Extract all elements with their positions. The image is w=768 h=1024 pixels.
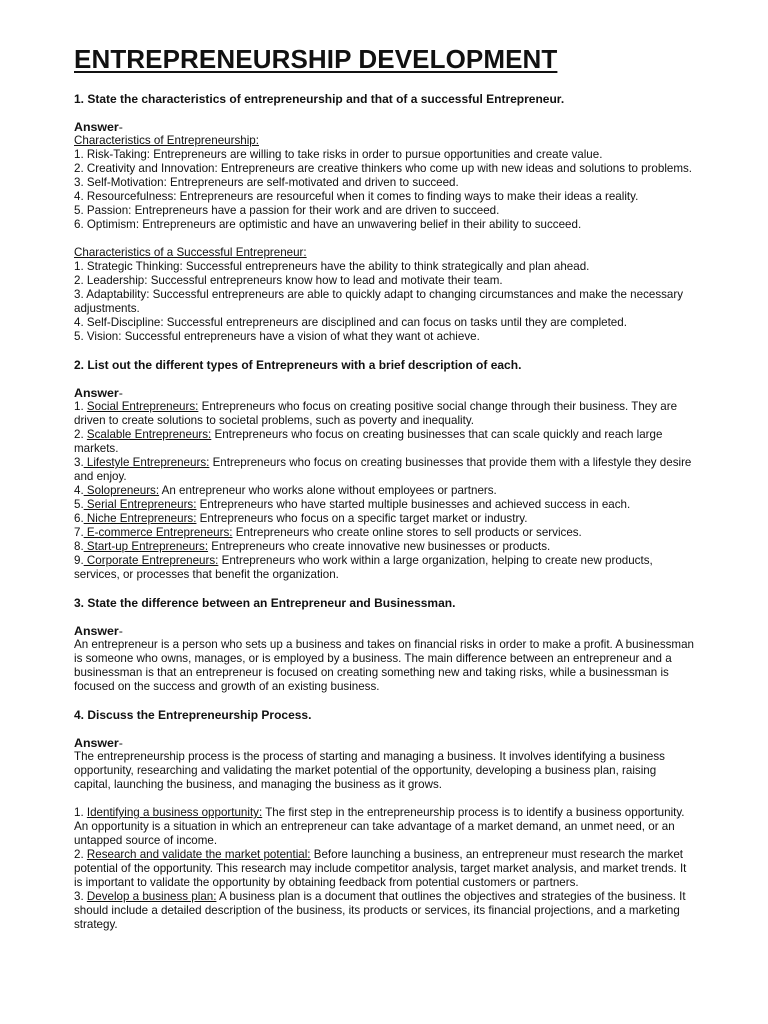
entrepreneur-type-item — [74, 400, 694, 428]
item-term: Solopreneurs: — [83, 484, 160, 497]
list-item: 2. Leadership: Successful entrepreneurs know how to lead and motivate their team. — [74, 274, 503, 287]
item-number: 5. — [74, 498, 84, 511]
document-page — [74, 44, 694, 932]
item-desc: Entrepreneurs who focus on creating businesses that can scale quickly and reach large markets. — [74, 428, 663, 455]
list-item: 3. Adaptability: Successful entrepreneurs are able to quickly adapt to changing circumstances and make the necessary adjustments. — [74, 288, 684, 315]
item-term: Serial Entrepreneurs: — [83, 498, 197, 511]
list-item: 5. Vision: Successful entrepreneurs have a vision of what they want ot achieve. — [74, 330, 480, 343]
item-number: 7. — [74, 526, 84, 539]
item-term: Social Entrepreneurs: — [86, 400, 199, 413]
item-desc: Entrepreneurs who work within a large organization, helping to create new products, services, or processes that benefit the organization. — [74, 554, 653, 581]
item-number: 9. — [74, 554, 84, 567]
section-heading-successful: Characteristics of a Successful Entrepreneur: — [74, 246, 307, 259]
answer-paragraph: An entrepreneur is a person who sets up a business and takes on financial risks in order to make a profit. A businessman is someone who owns, manages, or is employed by a business. The main difference between an entrepreneur and a businessman is that an entrepreneur is focused on creating something new and taking risks, while a businessman is focused on the success and growth of an existing business. — [74, 638, 694, 693]
item-term: Corporate Entrepreneurs: — [83, 554, 219, 567]
item-desc: Entrepreneurs who have started multiple businesses and achieved success in each. — [196, 498, 631, 511]
item-desc: Entrepreneurs who create innovative new businesses or products. — [208, 540, 551, 553]
item-desc: Entrepreneurs who focus on creating positive social change through their business. They are driven to create solutions to societal problems, such as poverty and inequality. — [74, 400, 678, 427]
question-3: 3. State the difference between an Entrepreneur and Businessman. — [74, 596, 456, 610]
entrepreneur-type-item — [74, 554, 694, 582]
step-desc: A business plan is a document that outlines the objectives and strategies of the business. It should include a detailed description of the business, its products or services, its financial projections, and a marketing strategy. — [74, 890, 686, 931]
item-desc: Entrepreneurs who create online stores to sell products or services. — [232, 526, 582, 539]
item-desc: Entrepreneurs who focus on creating businesses that provide them with a lifestyle they desire and enjoy. — [74, 456, 692, 483]
item-desc: Entrepreneurs who focus on a specific target market or industry. — [196, 512, 528, 525]
answer-label-3 — [74, 624, 694, 638]
item-term: E-commerce Entrepreneurs: — [83, 526, 233, 539]
process-step — [74, 848, 694, 890]
list-item: 5. Passion: Entrepreneurs have a passion for their work and are driven to succeed. — [74, 204, 500, 217]
step-desc: The first step in the entrepreneurship process is to identify a business opportunity. An opportunity is a situation in which an entrepreneur can take advantage of a market demand, an unmet need, or an untapped source of income. — [74, 806, 685, 847]
entrepreneur-type-item — [74, 456, 694, 484]
list-item: 2. Creativity and Innovation: Entrepreneurs are creative thinkers who come up with new ideas and solutions to problems. — [74, 162, 693, 175]
list-item: 1. Strategic Thinking: Successful entrepreneurs have the ability to think strategically and plan ahead. — [74, 260, 590, 273]
item-number: 3. — [74, 456, 84, 469]
answer-dash: - — [118, 736, 123, 750]
answer-paragraph: The entrepreneurship process is the process of starting and managing a business. It involves identifying a business opportunity, researching and validating the market potential of the opportunity, developing a business plan, raising capital, launching the business, and managing the business as it grows. — [74, 750, 665, 791]
answer-dash: - — [118, 120, 123, 134]
list-item: 4. Self-Discipline: Successful entrepreneurs are disciplined and can focus on tasks until they are completed. — [74, 316, 627, 329]
answer-label-4 — [74, 736, 694, 750]
question-4: 4. Discuss the Entrepreneurship Process. — [74, 708, 312, 722]
document-title: ENTREPRENEURSHIP DEVELOPMENT — [74, 44, 558, 74]
entrepreneur-type-item — [74, 428, 694, 456]
step-number: 3. — [74, 890, 87, 903]
entrepreneur-type-item — [74, 512, 694, 526]
step-desc: Before launching a business, an entrepreneur must research the market potential of the opportunity. This research may include competitor analysis, target market analysis, and market trends. It is important to validate the opportunity by obtaining feedback from potential customers or partners. — [74, 848, 687, 889]
item-number: 1. — [74, 400, 87, 413]
entrepreneur-type-item — [74, 484, 694, 498]
item-term: Lifestyle Entrepreneurs: — [83, 456, 210, 469]
answer-word: Answer — [74, 120, 119, 134]
entrepreneur-type-item — [74, 540, 694, 554]
item-number: 6. — [74, 512, 84, 525]
answer-word: Answer — [74, 736, 119, 750]
answer-dash: - — [118, 386, 123, 400]
process-step — [74, 806, 694, 848]
step-number: 2. — [74, 848, 87, 861]
step-term: Develop a business plan: — [86, 890, 217, 903]
question-1: 1. State the characteristics of entrepreneurship and that of a successful Entrepreneur. — [74, 92, 565, 106]
list-item: 4. Resourcefulness: Entrepreneurs are resourceful when it comes to finding ways to make their ideas a reality. — [74, 190, 639, 203]
item-term: Start-up Entrepreneurs: — [83, 540, 209, 553]
answer-label-1 — [74, 120, 694, 134]
entrepreneur-type-item — [74, 498, 694, 512]
section-heading-characteristics: Characteristics of Entrepreneurship: — [74, 134, 259, 147]
list-item: 3. Self-Motivation: Entrepreneurs are self-motivated and driven to succeed. — [74, 176, 459, 189]
list-item: 6. Optimism: Entrepreneurs are optimistic and have an unwavering belief in their ability to succeed. — [74, 218, 582, 231]
process-step — [74, 890, 694, 932]
question-2: 2. List out the different types of Entrepreneurs with a brief description of each. — [74, 358, 522, 372]
list-item: 1. Risk-Taking: Entrepreneurs are willing to take risks in order to pursue opportunities and create value. — [74, 148, 603, 161]
item-number: 4. — [74, 484, 84, 497]
step-term: Identifying a business opportunity: — [86, 806, 263, 819]
answer-word: Answer — [74, 386, 119, 400]
item-term: Niche Entrepreneurs: — [83, 512, 197, 525]
answer-word: Answer — [74, 624, 119, 638]
item-term: Scalable Entrepreneurs: — [86, 428, 212, 441]
item-number: 8. — [74, 540, 84, 553]
step-number: 1. — [74, 806, 87, 819]
entrepreneur-type-item — [74, 526, 694, 540]
answer-dash: - — [118, 624, 123, 638]
step-term: Research and validate the market potential: — [86, 848, 311, 861]
answer-label-2 — [74, 386, 694, 400]
item-number: 2. — [74, 428, 87, 441]
item-desc: An entrepreneur who works alone without employees or partners. — [159, 484, 497, 497]
